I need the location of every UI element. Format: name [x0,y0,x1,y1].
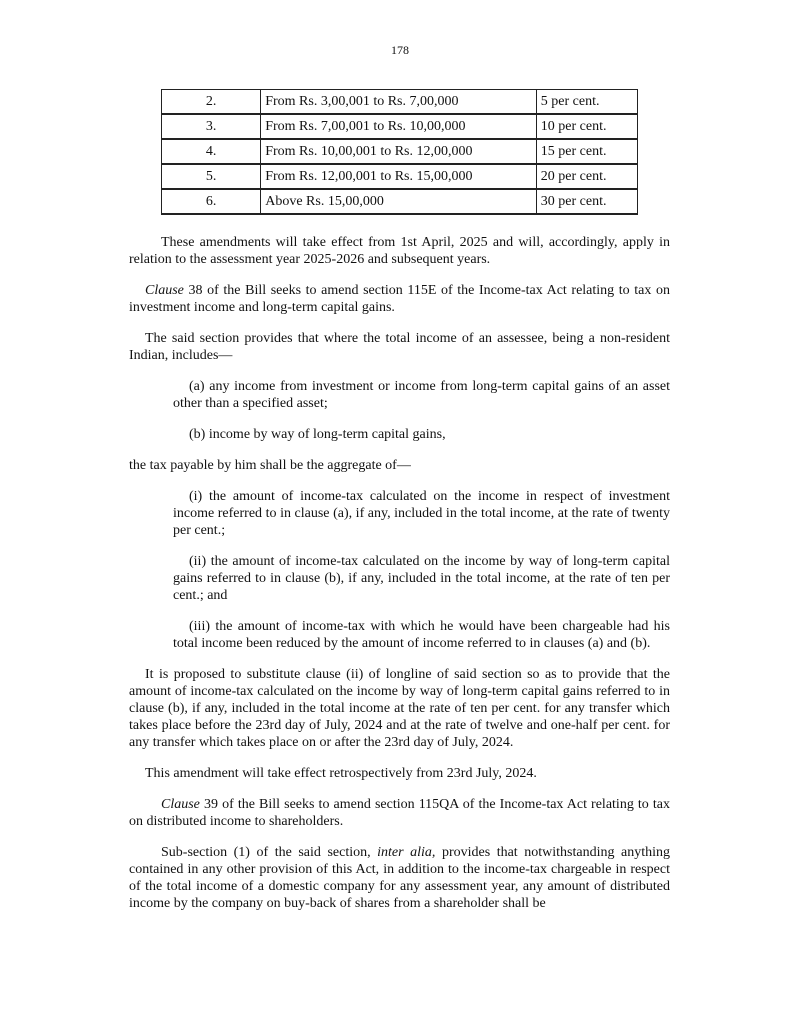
serial-cell: 2. [162,90,261,115]
income-range-cell: From Rs. 3,00,001 to Rs. 7,00,000 [261,90,537,115]
serial-cell: 4. [162,139,261,164]
sub-clause-b: (b) income by way of long-term capital gains, [189,427,446,442]
rate-cell: 10 per cent. [536,114,637,139]
sub-section-text-end: provides that notwithstanding anything contained in any other provision of this Act, in addition to the income-tax chargeable in respect of the total income of a domestic company for any assessment year, any amount of distributed income by the company on buy-back of shares from a shareholder shall be [129,845,670,911]
serial-cell: 5. [162,164,261,189]
tax-payable-paragraph: the tax payable by him shall be the aggregate of— [129,458,411,473]
section-provision-paragraph: The said section provides that where the total income of an assessee, being a non-resident Indian, includes— [129,331,670,363]
sub-section-paragraph [129,844,670,912]
rate-cell: 5 per cent. [536,90,637,115]
rate-cell: 15 per cent. [536,139,637,164]
document-body [129,234,670,926]
table-row [162,164,638,189]
clause-39-paragraph [129,796,670,830]
clause-label: Clause [161,797,200,812]
clause-38-text: 38 of the Bill seeks to amend section 115E of the Income-tax Act relating to tax on investment income and long-term capital gains. [129,283,670,315]
serial-cell: 6. [162,189,261,214]
clause-38-paragraph [129,282,670,316]
sub-section-text-start: Sub-section (1) of the said section, [161,845,378,860]
inter-alia-text: inter alia, [377,845,436,860]
income-range-cell: Above Rs. 15,00,000 [261,189,537,214]
income-range-cell: From Rs. 7,00,001 to Rs. 10,00,000 [261,114,537,139]
sub-clause-i: (i) the amount of income-tax calculated on the income in respect of investment income referred to in clause (a), if any, included in the total income, at the rate of twenty per cent.; [173,489,670,538]
income-range-cell: From Rs. 12,00,001 to Rs. 15,00,000 [261,164,537,189]
table-row [162,90,638,115]
serial-cell: 3. [162,114,261,139]
page-number: 178 [391,43,409,57]
table-row [162,114,638,139]
sub-clause-ii: (ii) the amount of income-tax calculated on the income by way of long-term capital gains referred to in clause (b), if any, included in the total income, at the rate of ten per cent.; and [173,554,670,603]
table-row [162,139,638,164]
table-row [162,189,638,214]
rate-cell: 20 per cent. [536,164,637,189]
tax-rate-table [161,89,638,215]
clause-39-text: 39 of the Bill seeks to amend section 115QA of the Income-tax Act relating to tax on distributed income to shareholders. [129,797,670,829]
sub-clause-a: (a) any income from investment or income from long-term capital gains of an asset other than a specified asset; [173,379,670,411]
proposal-paragraph: It is proposed to substitute clause (ii) of longline of said section so as to provide that the amount of income-tax calculated on the income by way of long-term capital gains referred to in clause (b), if any, included in the total income at the rate of ten per cent. for any transfer which takes place before the 23rd day of July, 2024 and at the rate of twelve and one-half per cent. for any transfer which takes place on or after the 23rd day of July, 2024. [129,667,670,750]
sub-clause-iii: (iii) the amount of income-tax with which he would have been chargeable had his total income been reduced by the amount of income referred to in clauses (a) and (b). [173,619,670,651]
amendment-effect-paragraph: These amendments will take effect from 1st April, 2025 and will, accordingly, apply in relation to the assessment year 2025-2026 and subsequent years. [129,235,670,267]
retrospective-effect-paragraph: This amendment will take effect retrospectively from 23rd July, 2024. [145,766,537,781]
clause-label: Clause [145,283,184,298]
rate-cell: 30 per cent. [536,189,637,214]
income-range-cell: From Rs. 10,00,001 to Rs. 12,00,000 [261,139,537,164]
